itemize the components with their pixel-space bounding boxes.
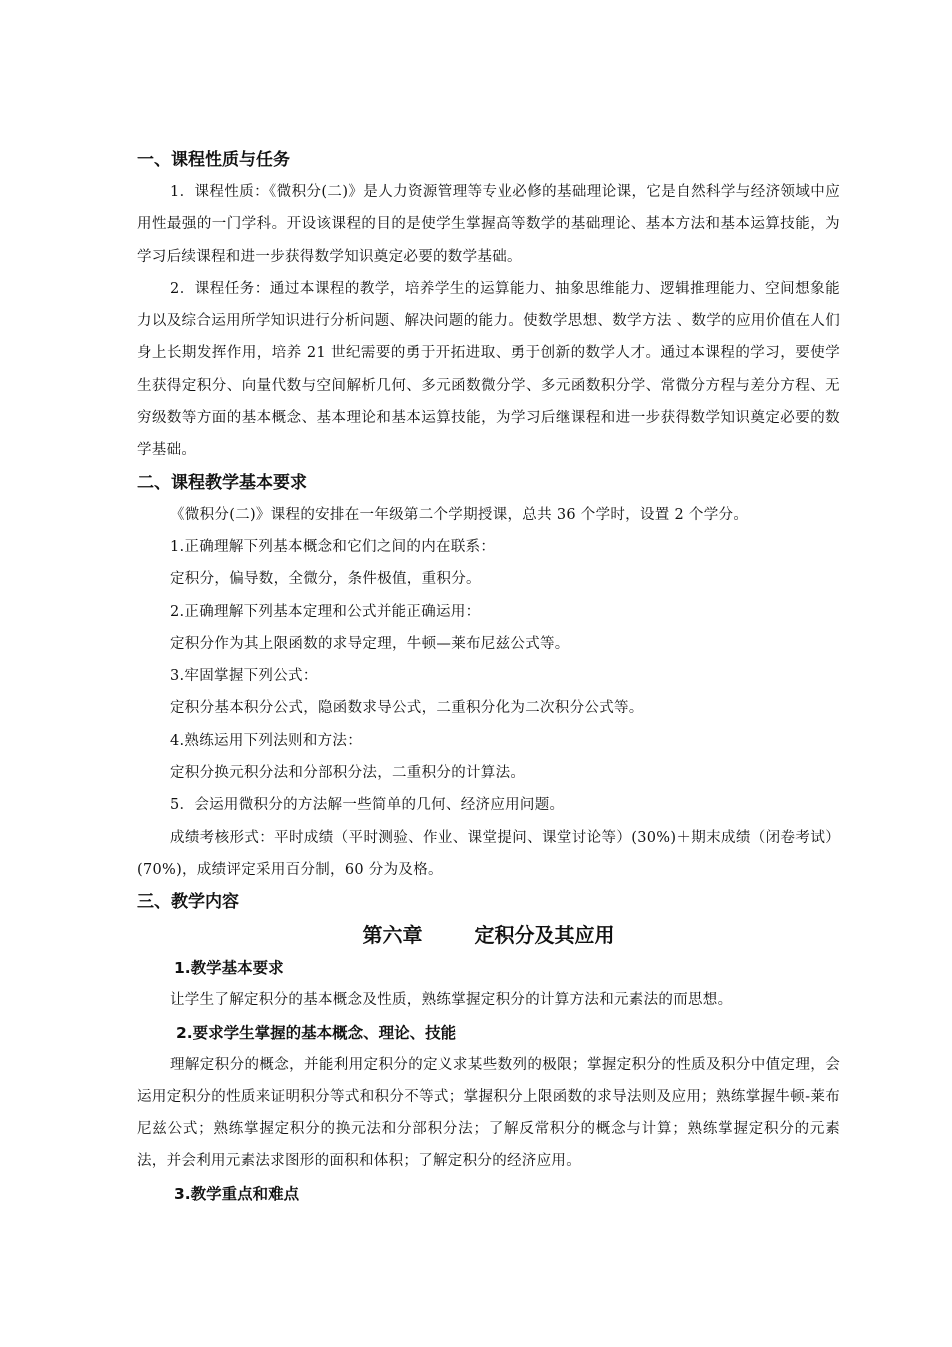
concepts-skills-text: 理解定积分的概念，并能利用定积分的定义求某些数列的极限；掌握定积分的性质及积分中值定理，会运用定积分的性质来证明积分等式和积分不等式；掌握积分上限函数的求导法则及应用；熟练掌握牛顿-莱布尼兹公式；熟练掌握定积分的换元法和分部积分法；了解反常积分的概念与计算；熟练掌握定积分的元素法，并会利用元素法求图形的面积和体积；了解定积分的经济应用。 xyxy=(137,1056,840,1170)
chapter-title xyxy=(137,918,840,952)
requirements-intro: 《微积分(二)》课程的安排在一年级第二个学期授课，总共 36 个学时，设置 2 个学分。 xyxy=(170,506,749,523)
section-heading-requirements: 二、课程教学基本要求 xyxy=(137,472,307,493)
course-nature-paragraph: 1．课程性质：《微积分(二)》是人力资源管理等专业必修的基础理论课，它是自然科学与经济领域中应用性最强的一门学科。开设该课程的目的是使学生掌握高等数学的基础理论、基本方法和基本运算技能，为学习后续课程和进一步获得数学知识奠定必要的数学基础。 xyxy=(137,184,840,265)
subheading-basic-requirements: 1.教学基本要求 xyxy=(174,959,284,978)
chapter-number: 第六章 xyxy=(362,923,423,948)
section-heading-nature: 一、课程性质与任务 xyxy=(137,150,290,170)
requirement-item-3: 3.牢固掌握下列公式： xyxy=(170,668,318,685)
requirement-item-1: 1.正确理解下列基本概念和它们之间的内在联系： xyxy=(170,538,496,555)
requirement-item-2: 2.正确理解下列基本定理和公式并能正确运用： xyxy=(170,603,481,620)
assessment-paragraph: 成绩考核形式：平时成绩（平时测验、作业、课堂提问、课堂讨论等）(30%)＋期末成绩（闭卷考试）(70%)，成绩评定采用百分制，60 分为及格。 xyxy=(137,829,840,878)
requirement-item-4-detail: 定积分换元积分法和分部积分法，二重积分的计算法。 xyxy=(170,765,526,782)
course-task-paragraph: 2．课程任务：通过本课程的教学，培养学生的运算能力、抽象思维能力、逻辑推理能力、空间想象能力以及综合运用所学知识进行分析问题、解决问题的能力。使数学思想、数学方法 、数学的应用价值在人们身上长期发挥作用，培养 21 世纪需要的勇于开拓进取、勇于创新的数学人才。通过本课程的学习，要使学生获得定积分、向量代数与空间解析几何、多元函数微分学、多元函数积分学、常微分方程与差分方程、无穷级数等方面的基本概念、基本理论和基本运算技能，为学习后继课程和进一步获得数学知识奠定必要的数学基础。 xyxy=(137,280,840,459)
requirement-item-5: 5．会运用微积分的方法解一些简单的几何、经济应用问题。 xyxy=(170,797,565,814)
chapter-name: 定积分及其应用 xyxy=(474,923,615,948)
basic-requirements-text: 让学生了解定积分的基本概念及性质，熟练掌握定积分的计算方法和元素法的而思想。 xyxy=(170,992,733,1009)
requirement-item-3-detail: 定积分基本积分公式，隐函数求导公式，二重积分化为二次积分公式等。 xyxy=(170,700,644,717)
subheading-concepts-skills: 2.要求学生掌握的基本概念、理论、技能 xyxy=(176,1023,457,1042)
requirement-item-2-detail: 定积分作为其上限函数的求导定理，牛顿—莱布尼兹公式等。 xyxy=(170,635,570,652)
subheading-key-points: 3.教学重点和难点 xyxy=(174,1184,300,1203)
requirement-item-1-detail: 定积分，偏导数，全微分，条件极值，重积分。 xyxy=(170,571,481,588)
section-heading-content: 三、教学内容 xyxy=(137,892,239,913)
requirement-item-4: 4.熟练运用下列法则和方法： xyxy=(170,732,363,749)
